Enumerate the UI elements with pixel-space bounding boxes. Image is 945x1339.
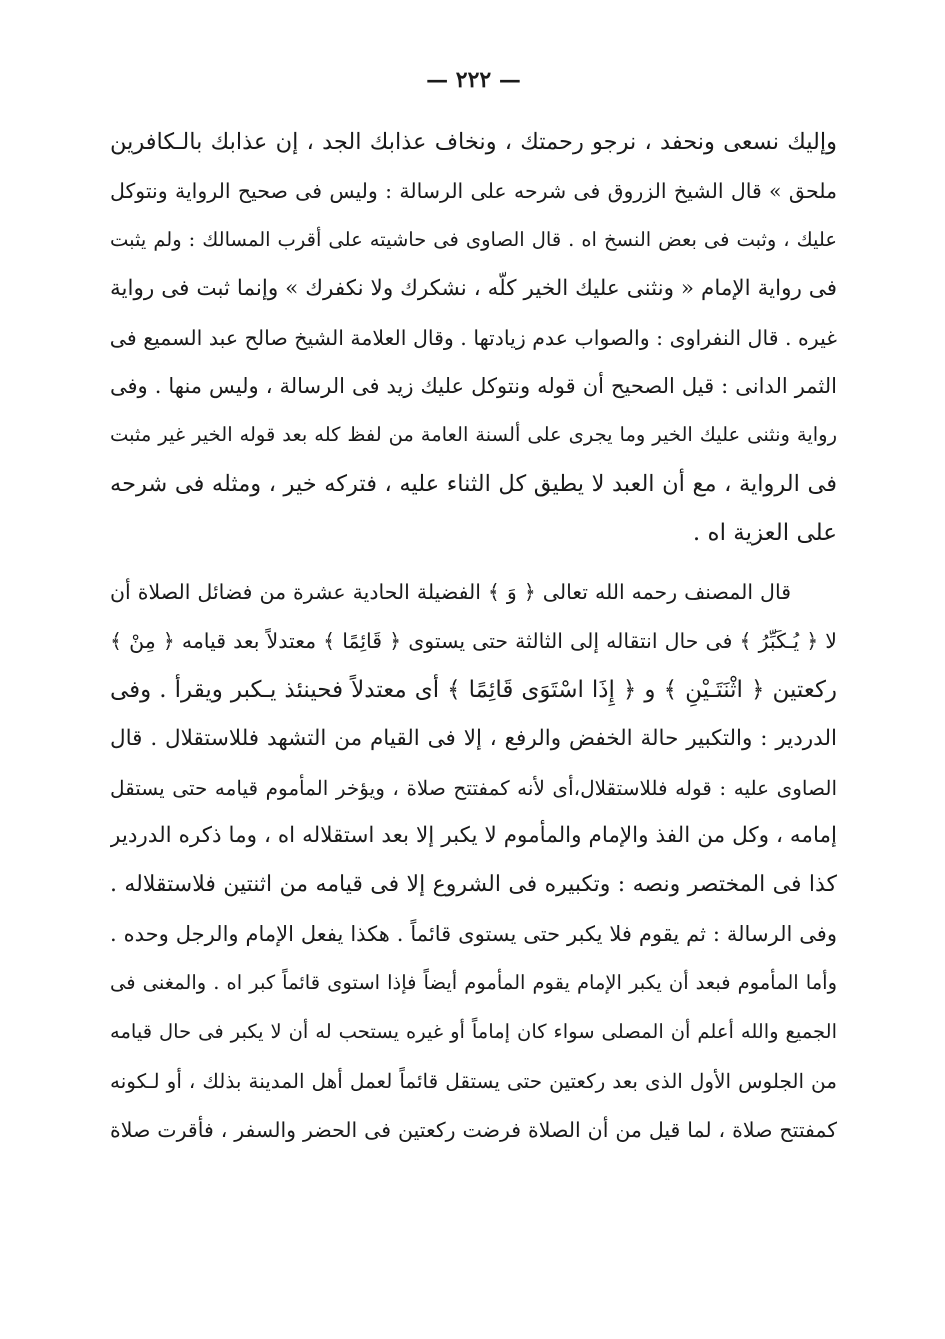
text-line: فى الرواية ، مع أن العبد لا يطيق كل الثناء عليه ، فتركه خير ، ومثله فى شرحه	[110, 471, 837, 498]
text-line: الثمر الدانى : قيل الصحيح أن قوله ونتوكل عليك زيد فى الرسالة ، وليس منها . وفى	[110, 374, 837, 399]
text-line: قال المصنف رحمه الله تعالى ﴿ وَ ﴾ الفضيلة الحادية عشرة من فضائل الصلاة أن	[110, 580, 791, 605]
text-line: ملحق » قال الشيخ الزروق فى شرحه على الرسالة : وليس فى صحيح الرواية ونتوكل	[110, 178, 837, 203]
paragraph-1	[110, 118, 837, 558]
text-line: لا ﴿ يُـكَبِّرُ ﴾ فى حال انتقاله إلى الثالثة حتى يستوى ﴿ قَائِمًا ﴾ معتدلاً بعد قيامه ﴿ مِنْ ﴾	[110, 628, 837, 653]
text-line: الجميع والله أعلم أن المصلى سواء كان إماماً أو غيره يستحب له أن لا يكبر فى حال قيامه	[110, 1020, 837, 1044]
text-line: وفى الرسالة : ثم يقوم فلا يكبر حتى يستوى قائماً . هكذا يفعل الإمام والرجل وحده .	[110, 922, 837, 947]
text-line: إمامه ، وكل من الفذ والإمام والمأموم لا يكبر إلا بعد استقلاله اه ، وما ذكره الدردير	[110, 823, 837, 849]
page-number: — ٢٢٢ —	[426, 67, 521, 93]
paragraph-2	[110, 568, 837, 1155]
text-line: وإليك نسعى ونحفد ، نرجو رحمتك ، ونخاف عذابك الجد ، إن عذابك بالـكافرين	[110, 129, 837, 155]
text-line: رواية ونثنى عليك الخير وما يجرى على ألسنة العامة من لفظ كله بعد قوله الخير غير مثبت	[110, 423, 837, 447]
text-line: فى رواية الإمام « ونثنى عليك الخير كلّه ، نشكرك ولا نكفرك » وإنما ثبت فى رواية	[110, 275, 837, 301]
text-line: غيره . قال النفراوى : والصواب عدم زيادتها . وقال العلامة الشيخ صالح عبد السميع فى	[110, 325, 837, 350]
text-line: عليك ، وثبت فى بعض النسخ اه . قال الصاوى فى حاشيته على أقرب المسالك : ولم يثبت	[110, 227, 837, 251]
text-line: وأما المأموم فبعد أن يكبر الإمام يقوم المأموم أيضاً فإذا استوى قائماً كبر اه . والمغنى فى	[110, 971, 837, 995]
text-line: الصاوى عليه : قوله فللاستقلال،أى لأنه كمفتتح صلاة ، ويؤخر المأموم قيامه حتى يستقل	[110, 775, 837, 800]
text-line: على العزية اه .	[692, 520, 837, 547]
text-line: الدردير : والتكبير حالة الخفض والرفع ، إلا فى القيام من التشهد فللاستقلال . قال	[110, 725, 837, 751]
paragraph-gap	[110, 558, 837, 568]
text-line: ركعتين ﴿ اثْنَتَـيْنِ ﴾ و ﴿ إِذَا اسْتَوَى قَائِمًا ﴾ أى معتدلاً فحينئذ يـكبر ويقرأ . وفى	[110, 676, 837, 703]
text-line: كمفتتح صلاة ، لما قيل من أن الصلاة فرضت ركعتين فى الحضر والسفر ، فأقرت صلاة	[110, 1117, 837, 1142]
text-line: كذا فى المختصر ونصه : وتكبيره فى الشروع إلا فى قيامه من اثنتين فلاستقلاله .	[110, 872, 837, 898]
text-line: من الجلوس الأول الذى بعد ركعتين حتى يستقل قائماً لعمل أهل المدينة بذلك ، أو لـكونه	[110, 1068, 837, 1093]
